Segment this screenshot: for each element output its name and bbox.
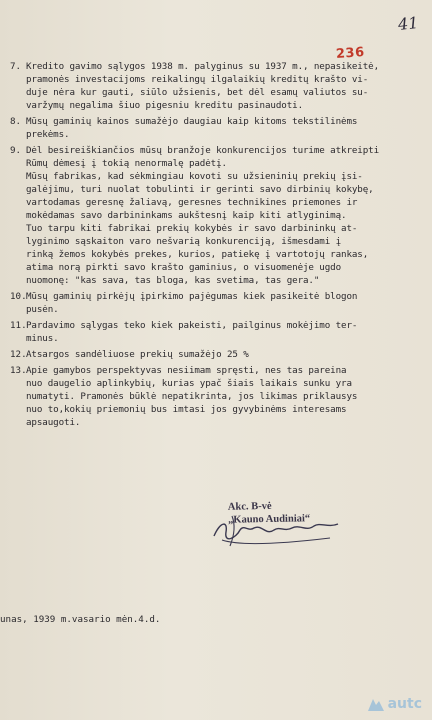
handwritten-correction: 236: [335, 45, 366, 62]
folio-number: 41: [396, 12, 419, 35]
handwritten-signature: [210, 502, 360, 552]
list-item: [10, 144, 420, 287]
list-item: [10, 290, 420, 316]
item-number: 12.: [10, 349, 27, 360]
item-text: Kredito gavimo sąlygos 1938 m. palyginus su 1937 m., nepasikeitė, pramonės investacijoms reikalingų ilgalaikių kreditų krašto vi- duje nėra kur gauti, siūlo užsienis, bet dėl esamų valiutos su- varžymų negalima šiuo pigesniu kreditu pasinaudoti.: [26, 61, 380, 111]
list-item: [10, 319, 420, 345]
item-number: 11.: [10, 320, 27, 331]
item-text: Apie gamybos perspektyvas nesiimam spręsti, nes tas pareina nuo daugelio aplinkybių, kurias ypač šiais laikais sunku yra numatyti. Pramonės būklė nepatikrinta, jos likimas priklausys nuo to,kokių priemonių bus imtasi jos gyvybinėms interesams apsaugoti.: [26, 365, 358, 428]
stamp-line-2: „Kauno Audiniai“: [228, 513, 311, 526]
item-text: Atsargos sandėliuose prekių sumažėjo 25 %: [26, 349, 249, 360]
numbered-items: [10, 60, 420, 432]
stamp-line-1: Akc. B-vė: [227, 500, 272, 513]
watermark-logo: [367, 696, 422, 712]
item-number: 13.: [10, 365, 27, 376]
item-text: Dėl besireiškiančios mūsų branžoje konkurencijos turime atkreipti Rūmų dėmesį į tokią nenormalę padėtį. Mūsų fabrikas, kad sėkmingiau kovoti su užsieninių prekių įsi- galėjimu, turi nuolat tobulinti ir gerinti savo dirbinių kokybę, vartodamas geresnę žaliavą, geresnes technikines priemones ir mokėdamas savo darbininkams aukštesnį kaip kiti atlyginimą. Tuo tarpu kiti fabrikai prekių kokybės ir savo darbininkų at- lyginimo sąskaiton varo nešvarią konkurenciją, išmesdami į rinką žemos kokybės prekes, kurios, patiekę į vartotojų rankas, atima norą pirkti savo krašto gaminius, o visuomenėje ugdo nuomonę: "kas sava, tas bloga, kas svetima, tas gera.": [26, 145, 380, 286]
list-item: [10, 364, 420, 429]
item-number: 8.: [10, 116, 22, 127]
list-item: [10, 348, 420, 361]
item-number: 9.: [10, 145, 22, 156]
list-item: [10, 115, 420, 141]
item-number: 10.: [10, 291, 27, 302]
logo-icon: [367, 696, 385, 712]
item-text: Mūsų gaminių pirkėjų įpirkimo pajėgumas kiek pasikeitė blogon pusėn.: [26, 291, 358, 315]
document-date: unas, 1939 m.vasario mėn.4.d.: [0, 614, 161, 625]
item-text: Mūsų gaminių kainos sumažėjo daugiau kaip kitoms tekstilinėms prekėms.: [26, 116, 358, 140]
list-item: [10, 60, 420, 112]
item-number: 7.: [10, 61, 22, 72]
item-text: Pardavimo sąlygas teko kiek pakeisti, pailginus mokėjimo ter- minus.: [26, 320, 358, 344]
logo-text: autc: [387, 696, 422, 712]
